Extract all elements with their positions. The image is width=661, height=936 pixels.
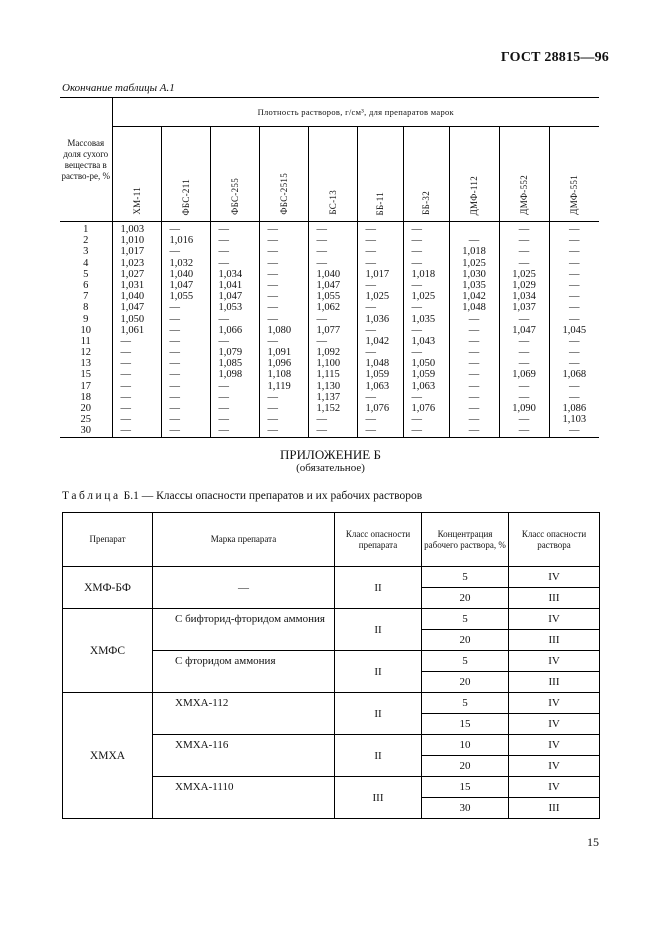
density-value: 1,025 — [462, 257, 486, 269]
density-col-label: ФБС-255 — [229, 178, 240, 215]
brand-cell: С бифторид-фторидом аммония — [153, 609, 335, 651]
density-value: — — [316, 246, 327, 258]
table-continuation-label: Окончание таблицы А.1 — [62, 82, 175, 94]
mass-fraction-value: 8 — [83, 302, 89, 314]
density-value: 1,045 — [562, 324, 587, 336]
brand-cell: — — [153, 567, 335, 609]
density-value: 1,152 — [316, 403, 341, 414]
density-value: 1,103 — [562, 414, 587, 426]
solution-class-cell: IV — [509, 651, 600, 672]
density-value: — — [218, 425, 229, 437]
density-column — [449, 222, 499, 438]
density-value: — — [169, 391, 180, 403]
mass-fraction-value: 2 — [83, 235, 89, 247]
density-value: — — [468, 391, 480, 403]
density-value: — — [316, 313, 327, 325]
prep-class-cell: II — [335, 651, 422, 693]
density-value: — — [169, 369, 180, 381]
mass-fraction-value: 4 — [83, 257, 89, 269]
density-value: 1,068 — [562, 369, 587, 381]
concentration-cell: 5 — [422, 651, 509, 672]
density-value: — — [365, 324, 376, 336]
mass-fraction-value: 30 — [80, 425, 91, 437]
density-value: — — [518, 425, 530, 437]
concentration-cell: 5 — [422, 693, 509, 714]
density-value: — — [169, 302, 180, 314]
density-value: 1,130 — [316, 380, 341, 392]
density-value: — — [169, 403, 180, 414]
density-value: 1,059 — [411, 369, 436, 381]
density-value: — — [569, 268, 580, 280]
density-value: 1,027 — [120, 268, 145, 280]
density-value: 1,025 — [512, 268, 536, 280]
mass-fraction-value: 20 — [80, 403, 91, 414]
mass-fraction-value: 25 — [80, 414, 91, 426]
mass-fraction-value: 17 — [80, 380, 91, 392]
density-value: — — [411, 391, 422, 403]
density-col-header — [259, 127, 308, 222]
density-value: 1,034 — [218, 268, 243, 280]
density-value: 1,031 — [120, 279, 145, 291]
density-col-header — [357, 127, 403, 222]
concentration-cell: 30 — [422, 798, 509, 819]
density-value: — — [365, 279, 376, 291]
density-value: — — [569, 235, 580, 247]
density-value: — — [569, 302, 580, 314]
concentration-cell: 20 — [422, 756, 509, 777]
density-value: 1,047 — [316, 279, 341, 291]
density-value: — — [169, 358, 180, 370]
density-value: — — [518, 380, 530, 392]
density-value: — — [411, 246, 422, 258]
density-value: — — [267, 391, 278, 403]
density-value: — — [569, 257, 580, 269]
density-value: — — [120, 358, 131, 370]
mass-fraction-value: 7 — [83, 291, 89, 303]
density-column — [403, 222, 449, 438]
density-value: 1,091 — [267, 347, 292, 359]
density-value: — — [518, 235, 530, 247]
density-col-header — [308, 127, 357, 222]
concentration-cell: 5 — [422, 609, 509, 630]
density-value: — — [218, 403, 229, 414]
concentration-cell: 5 — [422, 567, 509, 588]
density-value: 1,016 — [169, 235, 194, 247]
density-value: — — [518, 246, 530, 258]
density-value: — — [316, 425, 327, 437]
density-value: — — [411, 324, 422, 336]
density-value: — — [267, 291, 278, 303]
table-row — [63, 609, 600, 630]
density-value: — — [468, 335, 480, 347]
density-value: — — [267, 313, 278, 325]
density-value: — — [267, 224, 278, 235]
density-value: 1,047 — [218, 291, 243, 303]
mass-fraction-value: 15 — [80, 369, 91, 381]
density-value: — — [120, 347, 131, 359]
density-col-label: ФБС-2515 — [278, 173, 289, 215]
density-column — [357, 222, 403, 438]
density-value: 1,063 — [411, 380, 436, 392]
density-value: 1,098 — [218, 369, 243, 381]
density-value: — — [518, 347, 530, 359]
density-value: 1,040 — [169, 268, 194, 280]
density-value: 1,063 — [365, 380, 390, 392]
density-value: — — [569, 279, 580, 291]
prep-class-cell: II — [335, 609, 422, 651]
density-value: — — [569, 425, 580, 437]
prep-class-cell: II — [335, 735, 422, 777]
density-value: 1,041 — [218, 279, 243, 291]
density-col-header — [161, 127, 210, 222]
density-value: 1,096 — [267, 358, 292, 370]
density-value: 1,048 — [365, 358, 390, 370]
density-value: — — [218, 414, 229, 426]
density-value: 1,025 — [365, 291, 390, 303]
density-value: — — [365, 224, 376, 235]
density-value: — — [267, 302, 278, 314]
density-value: — — [518, 313, 530, 325]
density-col-header — [449, 127, 499, 222]
density-value: — — [569, 335, 580, 347]
density-value: — — [468, 235, 480, 247]
density-value: 1,018 — [411, 268, 436, 280]
density-value: — — [120, 369, 131, 381]
density-col-label: ДМФ-552 — [519, 175, 529, 215]
density-value: 1,055 — [316, 291, 341, 303]
density-value: — — [411, 347, 422, 359]
density-value: — — [468, 358, 480, 370]
density-value: — — [365, 347, 376, 359]
density-value: — — [267, 279, 278, 291]
density-value: — — [169, 313, 180, 325]
density-value: — — [518, 257, 530, 269]
density-value: — — [218, 313, 229, 325]
density-value: 1,076 — [365, 403, 390, 414]
density-table — [60, 97, 599, 438]
density-value: — — [120, 391, 131, 403]
concentration-cell: 20 — [422, 588, 509, 609]
density-value: 1,086 — [562, 403, 587, 414]
density-value: 1,037 — [512, 302, 536, 314]
density-col-header — [499, 127, 549, 222]
mass-fraction-value: 10 — [80, 324, 91, 336]
density-value: — — [120, 403, 131, 414]
density-value: — — [365, 302, 376, 314]
density-value: 1,080 — [267, 324, 292, 336]
density-value: 1,061 — [120, 324, 145, 336]
solution-class-cell: III — [509, 798, 600, 819]
solution-class-cell: III — [509, 630, 600, 651]
density-value: — — [218, 235, 229, 247]
density-value: 1,034 — [512, 291, 536, 303]
density-value: — — [267, 425, 278, 437]
density-value: — — [518, 391, 530, 403]
prep-class-cell: II — [335, 567, 422, 609]
concentration-cell: 20 — [422, 672, 509, 693]
appendix-title: ПРИЛОЖЕНИЕ Б — [280, 447, 381, 462]
density-value: — — [411, 302, 422, 314]
density-value: — — [365, 391, 376, 403]
density-value: — — [569, 291, 580, 303]
density-value: — — [468, 313, 480, 325]
density-value: — — [518, 358, 530, 370]
concentration-cell: 15 — [422, 714, 509, 735]
solution-class-cell: III — [509, 588, 600, 609]
density-col-header — [112, 127, 161, 222]
table-row — [63, 693, 600, 714]
density-value: — — [218, 224, 229, 235]
brand-cell: С фторидом аммония — [153, 651, 335, 693]
density-value: 1,079 — [218, 347, 243, 359]
page-number: 15 — [587, 835, 599, 849]
density-value: 1,029 — [512, 279, 536, 291]
density-value: — — [218, 257, 229, 269]
density-value: — — [120, 414, 131, 426]
density-value: 1,100 — [316, 358, 341, 370]
prep-class-cell: II — [335, 693, 422, 735]
density-value: 1,010 — [120, 235, 145, 247]
density-value: — — [120, 335, 131, 347]
density-value: — — [365, 425, 376, 437]
concentration-cell: 15 — [422, 777, 509, 798]
concentration-cell: 10 — [422, 735, 509, 756]
concentration-cell: 20 — [422, 630, 509, 651]
density-value: 1,035 — [462, 279, 486, 291]
density-value: — — [569, 347, 580, 359]
density-column — [499, 222, 549, 438]
density-value: — — [267, 414, 278, 426]
density-value: — — [468, 414, 480, 426]
brand-cell: ХМХА-116 — [153, 735, 335, 777]
brand-cell: ХМХА-1110 — [153, 777, 335, 819]
col-header-solution-class: Класс опасности раствора — [509, 513, 600, 567]
solution-class-cell: IV — [509, 756, 600, 777]
density-col-header — [403, 127, 449, 222]
density-value: — — [365, 257, 376, 269]
col-header-preparation: Препарат — [63, 513, 153, 567]
density-value: — — [267, 246, 278, 258]
density-value: — — [569, 313, 580, 325]
density-value: 1,036 — [365, 313, 390, 325]
density-value: — — [569, 380, 580, 392]
density-value: 1,077 — [316, 324, 341, 336]
col-header-prep-class: Класс опасности препарата — [335, 513, 422, 567]
density-value: — — [569, 246, 580, 258]
density-column — [259, 222, 308, 438]
density-value: 1,066 — [218, 324, 243, 336]
solution-class-cell: IV — [509, 714, 600, 735]
density-value: — — [468, 403, 480, 414]
density-value: — — [518, 414, 530, 426]
density-column — [308, 222, 357, 438]
solution-class-cell: IV — [509, 567, 600, 588]
density-header: Плотность растворов, г/см³, для препаратов марок — [112, 98, 599, 127]
density-value: 1,043 — [411, 335, 436, 347]
mass-fraction-value: 9 — [83, 313, 89, 325]
density-value — [450, 224, 499, 235]
density-value: — — [518, 224, 530, 235]
density-value: 1,085 — [218, 358, 243, 370]
standard-number: ГОСТ 28815—96 — [500, 50, 609, 65]
density-value: — — [411, 279, 422, 291]
density-value: 1,050 — [120, 313, 145, 325]
density-value: — — [267, 335, 278, 347]
density-col-label: ББ-11 — [375, 191, 385, 215]
density-value: 1,053 — [218, 302, 243, 314]
density-value: 1,047 — [169, 279, 194, 291]
mass-fraction-value: 1 — [83, 224, 89, 235]
mass-fraction-value: 6 — [83, 279, 89, 291]
mass-fraction-value: 12 — [80, 347, 91, 359]
col-header-brand: Марка препарата — [153, 513, 335, 567]
density-value: — — [169, 246, 180, 258]
density-value: 1,042 — [462, 291, 486, 303]
solution-class-cell: IV — [509, 693, 600, 714]
density-value: — — [411, 257, 422, 269]
solution-class-cell: IV — [509, 609, 600, 630]
density-value: — — [316, 414, 327, 426]
density-value: — — [411, 235, 422, 247]
density-col-label: ДМФ-551 — [569, 175, 580, 215]
density-value: 1,047 — [120, 302, 145, 314]
density-value: — — [468, 324, 480, 336]
col-header-concentration: Концентрация рабочего раствора, % — [422, 513, 509, 567]
density-value: — — [218, 380, 229, 392]
mass-fraction-value: 11 — [80, 335, 91, 347]
hazard-class-table — [62, 512, 600, 819]
density-value: — — [411, 224, 422, 235]
density-value: 1,059 — [365, 369, 390, 381]
density-col-header — [549, 127, 599, 222]
density-col-label: ХМ-11 — [131, 187, 142, 215]
density-value: 1,017 — [365, 268, 390, 280]
density-value: 1,048 — [462, 302, 486, 314]
density-value: 1,069 — [512, 369, 536, 381]
density-value: — — [411, 414, 422, 426]
density-value: 1,018 — [462, 246, 486, 258]
density-value: — — [267, 403, 278, 414]
density-value: 1,032 — [169, 257, 194, 269]
density-value: 1,076 — [411, 403, 436, 414]
density-value: — — [218, 391, 229, 403]
density-value: 1,115 — [316, 369, 340, 381]
density-value: — — [120, 380, 131, 392]
mass-fraction-value: 13 — [80, 358, 91, 370]
density-value: — — [169, 335, 180, 347]
mass-fraction-value: 3 — [83, 246, 89, 258]
density-value: — — [468, 369, 480, 381]
density-value: — — [169, 347, 180, 359]
density-col-header — [210, 127, 259, 222]
density-value: 1,119 — [267, 380, 291, 392]
preparation-cell: ХМФС — [63, 609, 153, 693]
density-col-label: ФБС-211 — [180, 178, 191, 215]
density-value: — — [518, 335, 530, 347]
table-row — [63, 567, 600, 588]
density-value: — — [169, 224, 180, 235]
table-caption-text: Б.1 — Классы опасности препаратов и их рабочих растворов — [123, 490, 423, 502]
density-value: 1,092 — [316, 347, 341, 359]
mass-fraction-value: 5 — [83, 268, 89, 280]
preparation-cell: ХМХА — [63, 693, 153, 819]
density-value: — — [169, 425, 180, 437]
density-value: 1,050 — [411, 358, 436, 370]
density-value: — — [267, 257, 278, 269]
density-column — [210, 222, 259, 438]
density-value: — — [169, 414, 180, 426]
solution-class-cell: IV — [509, 735, 600, 756]
appendix-subtitle: (обязательное) — [296, 462, 365, 474]
density-value: 1,137 — [316, 391, 341, 403]
density-value: — — [468, 347, 480, 359]
density-value: 1,035 — [411, 313, 436, 325]
density-value: — — [120, 425, 131, 437]
density-value: 1,023 — [120, 257, 145, 269]
density-column — [112, 222, 161, 438]
table-b1-caption — [62, 490, 422, 502]
mass-fraction-header: Массовая доля сухого вещества в раство-ре, % — [60, 98, 112, 222]
density-value: — — [569, 224, 580, 235]
density-value: 1,040 — [120, 291, 145, 303]
density-value: 1,017 — [120, 246, 145, 258]
mass-fraction-column — [60, 222, 112, 438]
density-value: — — [218, 246, 229, 258]
density-value: — — [218, 335, 229, 347]
density-value: 1,047 — [512, 324, 536, 336]
density-value: 1,042 — [365, 335, 390, 347]
density-value: — — [365, 414, 376, 426]
density-value: 1,025 — [411, 291, 436, 303]
prep-class-cell: III — [335, 777, 422, 819]
preparation-cell: ХМФ-БФ — [63, 567, 153, 609]
density-value: — — [169, 380, 180, 392]
density-value: — — [267, 235, 278, 247]
density-column — [161, 222, 210, 438]
density-value: 1,003 — [120, 224, 145, 235]
density-value: — — [316, 224, 327, 235]
density-value: — — [365, 246, 376, 258]
density-value: 1,055 — [169, 291, 194, 303]
density-value: 1,090 — [512, 403, 536, 414]
density-col-label: ББ-32 — [421, 191, 431, 215]
density-value: 1,030 — [462, 268, 486, 280]
solution-class-cell: IV — [509, 777, 600, 798]
density-value: — — [267, 268, 278, 280]
brand-cell: ХМХА-112 — [153, 693, 335, 735]
density-value: — — [169, 324, 180, 336]
table-caption-word: Таблица — [62, 490, 121, 502]
density-col-label: ДМФ-112 — [469, 175, 479, 215]
density-value: — — [411, 425, 422, 437]
density-value: 1,040 — [316, 268, 341, 280]
density-col-label: БС-13 — [327, 190, 338, 215]
density-value: 1,062 — [316, 302, 341, 314]
density-value: — — [569, 358, 580, 370]
density-value: — — [316, 335, 327, 347]
density-column — [549, 222, 599, 438]
density-value: — — [365, 235, 376, 247]
mass-fraction-value: 18 — [80, 391, 91, 403]
density-value: — — [468, 380, 480, 392]
density-value: 1,108 — [267, 369, 292, 381]
density-value: — — [316, 257, 327, 269]
density-value: — — [468, 425, 480, 437]
density-value: — — [569, 391, 580, 403]
density-value: — — [316, 235, 327, 247]
solution-class-cell: III — [509, 672, 600, 693]
